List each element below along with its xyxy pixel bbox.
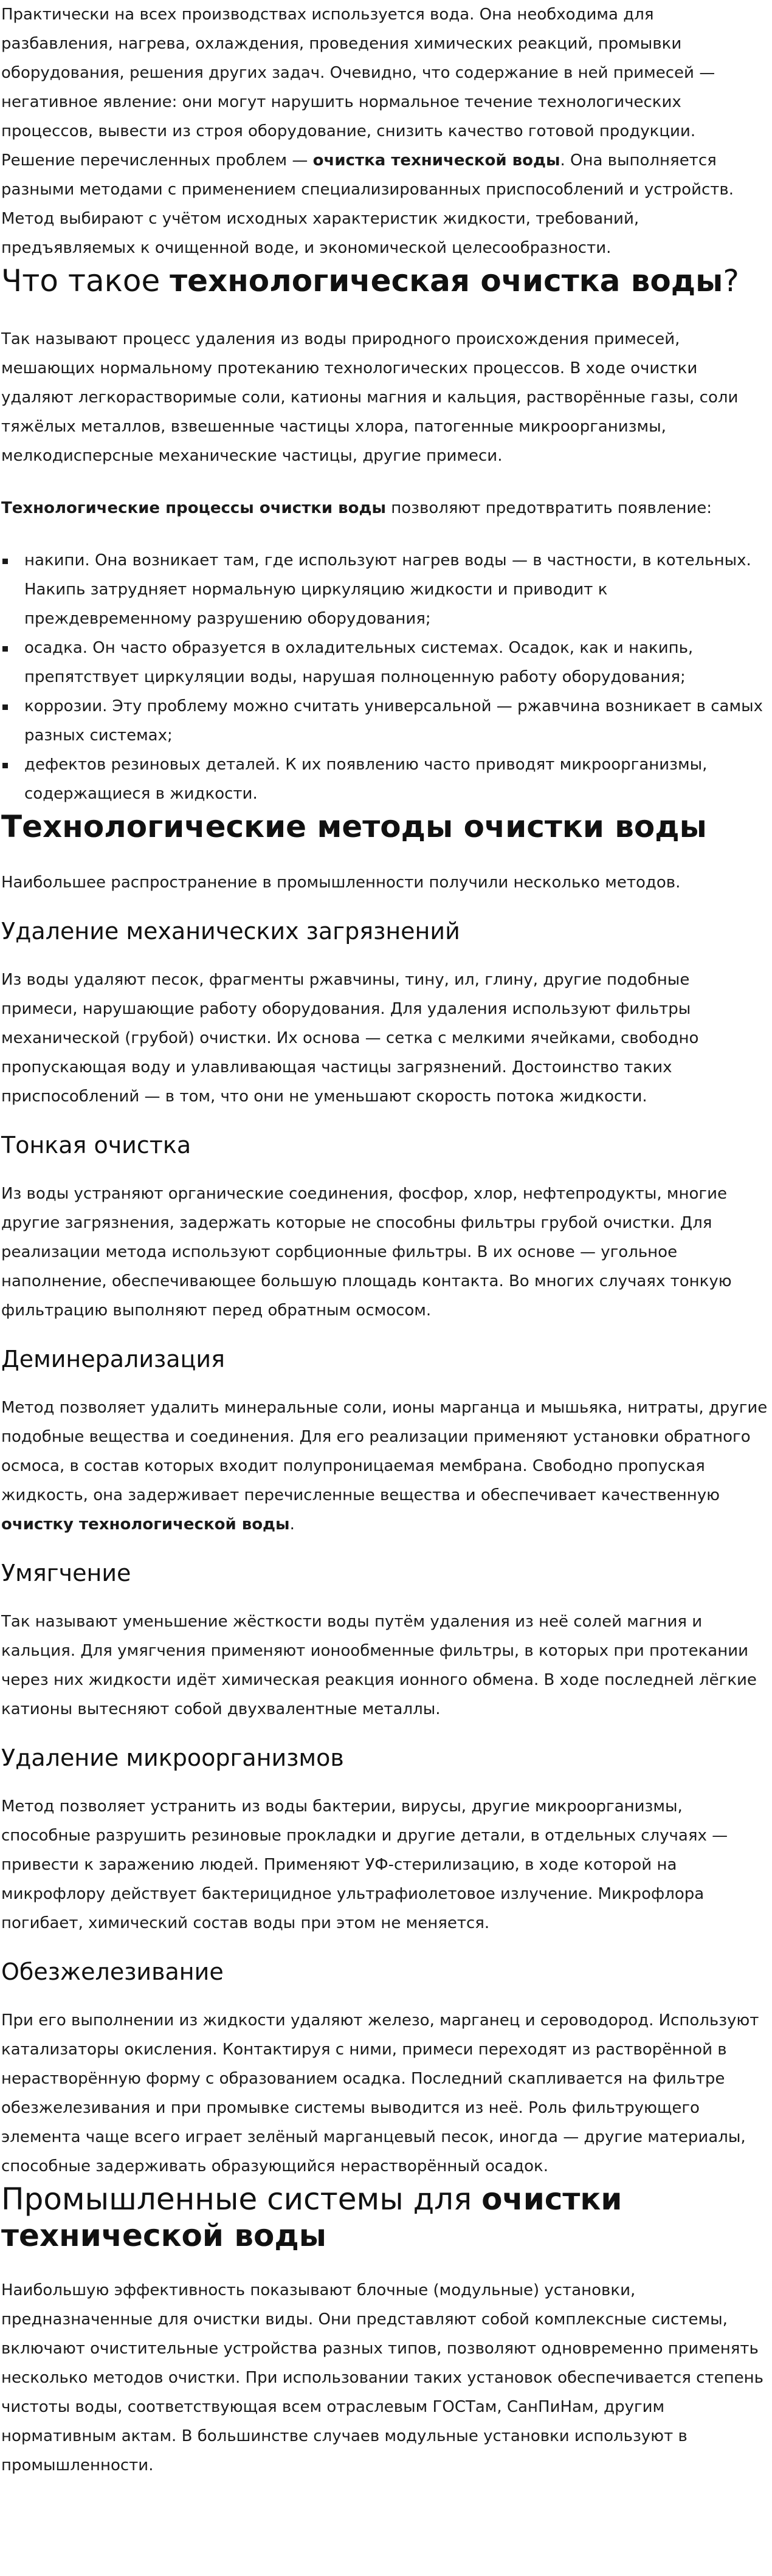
intro-keyword: очистка технической воды	[312, 151, 560, 170]
heading-fine: Тонкая очистка	[1, 1132, 191, 1159]
fine-paragraph: Из воды устраняют органические соединения, фосфор, хлор, нефтепродукты, многие другие загрязнения, задержать которые не способны фильтры грубой очистки. Для реализации метода используют сорбционные фильтры. В их основе — угольное наполнение, обеспечивающее большую площадь контакта. Во многих случаях тонкую фильтрацию выполняют перед обратным осмосом.	[1, 1185, 732, 1320]
list-item: накипи. Она возникает там, где используют нагрев воды — в частности, в котельных. Накипь затрудняет нормальную циркуляцию жидкости и приводит к преждевременному разрушению оборудования;	[1, 546, 768, 633]
microorganisms-paragraph: Метод позволяет устранить из воды бактерии, вирусы, другие микроорганизмы, способные разрушить резиновые прокладки и другие детали, в отдельных случаях — привести к заражению людей. Применяют УФ-стерилизацию, в ходе которой на микрофлору действует бактерицидное ультрафиолетовое излучение. Микрофлора погибает, химический состав воды при этом не меняется.	[1, 1797, 728, 1932]
intro-paragraph: Практически на всех производствах используется вода. Она необходима для разбавления, нагрева, охлаждения, проведения химических реакций, промывки оборудования, решения других задач. Очевидно, что содержание в ней примесей — негативное явление: они могут нарушить нормальное течение технологических процессов, вывести из строя оборудование, снизить качество готовой продукции. Решение перечисленных проблем — очистка технической воды. Она выполняется разными методами с применением специализированных приспособлений и устройств. Метод выбирают с учётом исходных характеристик жидкости, требований, предъявляемых к очищенной воде, и экономической целесообразности.	[1, 5, 734, 257]
prevent-paragraph: Технологические процессы очистки воды позволяют предотвратить появление:	[1, 499, 712, 517]
heading-demineralization: Деминерализация	[1, 1346, 225, 1372]
heading-softening: Умягчение	[1, 1560, 131, 1586]
heading-mechanical: Удаление механических загрязнений	[1, 918, 460, 945]
heading-systems: Промышленные системы для очистки технической воды	[1, 2182, 622, 2253]
softening-paragraph: Так называют уменьшение жёсткости воды путём удаления из неё солей магния и кальция. Для умягчения применяют ионообменные фильтры, в которых при протекании через них жидкости идёт химическая реакция ионного обмена. В ходе последней лёгкие катионы вытесняют собой двухвалентные металлы.	[1, 1613, 757, 1718]
bullet-icon	[2, 559, 8, 564]
bullet-icon	[2, 646, 8, 652]
problems-list	[1, 546, 768, 808]
list-item: коррозии. Эту проблему можно считать универсальной — ржавчина возникает в самых разных системах;	[1, 692, 768, 750]
definition-paragraph: Так называют процесс удаления из воды природного происхождения примесей, мешающих нормальному протеканию технологических процессов. В ходе очистки удаляют легкорастворимые соли, катионы магния и кальция, растворённые газы, соли тяжёлых металлов, взвешенные частицы хлора, патогенные микроорганизмы, мелкодисперсные механические частицы, другие примеси.	[1, 330, 739, 465]
heading-what-is: Что такое технологическая очистка воды?	[1, 263, 739, 298]
systems-paragraph: Наибольшую эффективность показывают блочные (модульные) установки, предназначенные для очистки виды. Они представляют собой комплексные системы, включают очистительные устройства разных типов, позволяют одновременно применять несколько методов очистки. При использовании таких установок обеспечивается степень чистоты воды, соответствующая всем отраслевым ГОСТам, СанПиНам, другим нормативным актам. В большинстве случаев модульные установки используют в промышленности.	[1, 2281, 763, 2474]
heading-microorganisms: Удаление микроорганизмов	[1, 1744, 344, 1771]
heading-iron-removal: Обезжелезивание	[1, 1958, 224, 1985]
bullet-icon	[2, 763, 8, 768]
list-item: осадка. Он часто образуется в охладительных системах. Осадок, как и накипь, препятствует циркуляции воды, нарушая полноценную работу оборудования;	[1, 633, 768, 692]
bullet-icon	[2, 704, 8, 710]
methods-intro: Наибольшее распространение в промышленности получили несколько методов.	[1, 873, 681, 892]
list-item: дефектов резиновых деталей. К их появлению часто приводят микроорганизмы, содержащиеся в жидкости.	[1, 750, 768, 808]
demineralization-paragraph: Метод позволяет удалить минеральные соли, ионы марганца и мышьяка, нитраты, другие подобные вещества и соединения. Для его реализации применяют установки обратного осмоса, в состав которых входит полупроницаемая мембрана. Свободно пропуская жидкость, она задерживает перечисленные вещества и обеспечивает качественную очистку технологической воды.	[1, 1399, 768, 1534]
iron-removal-paragraph: При его выполнении из жидкости удаляют железо, марганец и сероводород. Используют катализаторы окисления. Контактируя с ними, примеси переходят из растворённой в нерастворённую форму с образованием осадка. Последний скапливается на фильтре обезжелезивания и при промывке системы выводится из неё. Роль фильтрующего элемента чаще всего играет зелёный марганцевый песок, иногда — другие материалы, способные задерживать образующийся нерастворённый осадок.	[1, 2011, 759, 2175]
heading-methods: Технологические методы очистки воды	[1, 809, 707, 844]
mechanical-paragraph: Из воды удаляют песок, фрагменты ржавчины, тину, ил, глину, другие подобные примеси, нарушающие работу оборудования. Для удаления используют фильтры механической (грубой) очистки. Их основа — сетка с мелкими ячейками, свободно пропускающая воду и улавливающая частицы загрязнений. Достоинство таких приспособлений — в том, что они не уменьшают скорость потока жидкости.	[1, 971, 699, 1106]
